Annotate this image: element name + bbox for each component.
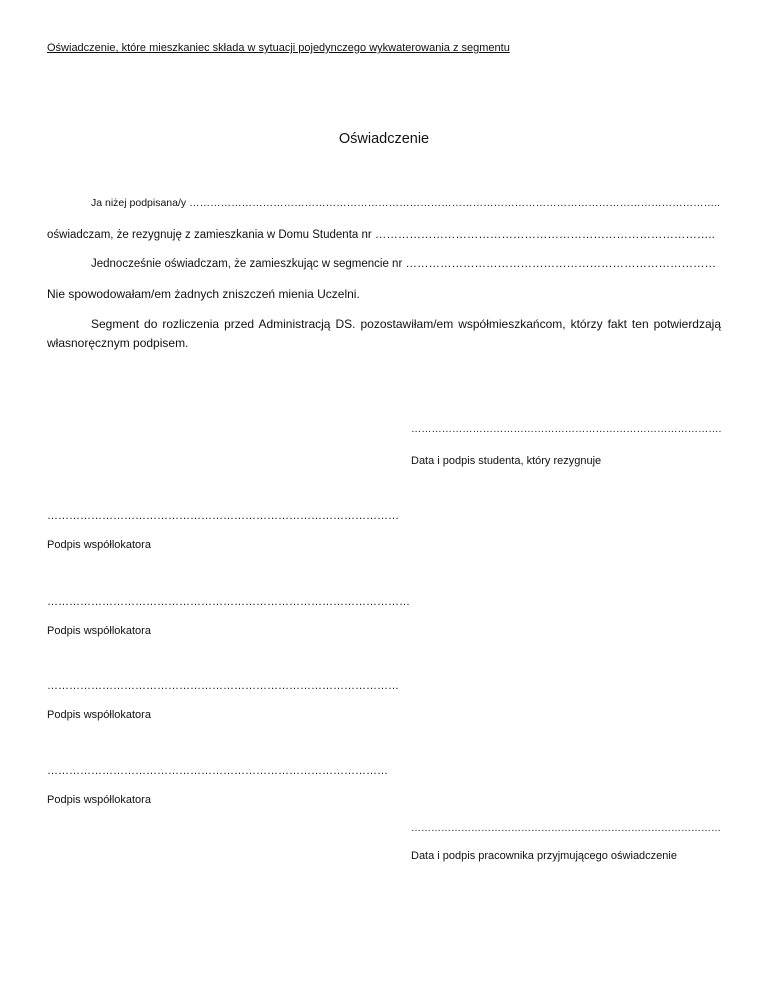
cotenant-signature-dots-1: …………………………………………………………………………………… xyxy=(47,510,399,522)
student-signature-label: Data i podpis studenta, który rezygnuje xyxy=(411,455,602,467)
segment-settlement-paragraph: Segment do rozliczenia przed Administracją DS. pozostawiłam/em współmieszkańcom, którzy fakt ten potwierdzają własnoręcznym podpisem. xyxy=(47,317,721,350)
document-title: Oświadczenie xyxy=(338,131,430,147)
cotenant-signature-label-1: Podpis współlokatora xyxy=(47,539,151,551)
student-signature-dots: ………………………………………………………………………………. xyxy=(411,424,722,435)
employee-signature-label: Data i podpis pracownika przyjmującego oświadczenie xyxy=(411,850,677,862)
cotenant-signature-dots-2: ……………………………………………………………………………………… xyxy=(47,596,410,608)
document-header: Oświadczenie, które mieszkaniec składa w sytuacji pojedynczego wykwaterowania z segmentu xyxy=(47,42,510,54)
cotenant-signature-dots-4: ………………………………………………………………………………… xyxy=(47,765,388,777)
cotenant-signature-label-4: Podpis współlokatora xyxy=(47,794,151,806)
segment-number-line: Jednocześnie oświadczam, że zamieszkując w segmencie nr ……………………………………………………………………… xyxy=(91,258,716,270)
employee-signature-dots: ………………………………………………………………………………… xyxy=(411,823,721,834)
cotenant-signature-dots-3: …………………………………………………………………………………… xyxy=(47,680,399,692)
cotenant-signature-label-3: Podpis współlokatora xyxy=(47,709,151,721)
declarant-name-line: Ja niżej podpisana/y …………………………………………………………………………………………………………………………………….. xyxy=(91,197,720,209)
no-damage-statement: Nie spowodowałam/em żadnych zniszczeń mienia Uczelni. xyxy=(47,287,360,301)
cotenant-signature-label-2: Podpis współlokatora xyxy=(47,625,151,637)
dormitory-number-line: oświadczam, że rezygnuję z zamieszkania w Domu Studenta nr …………………………………………………………………………….. xyxy=(47,229,715,241)
